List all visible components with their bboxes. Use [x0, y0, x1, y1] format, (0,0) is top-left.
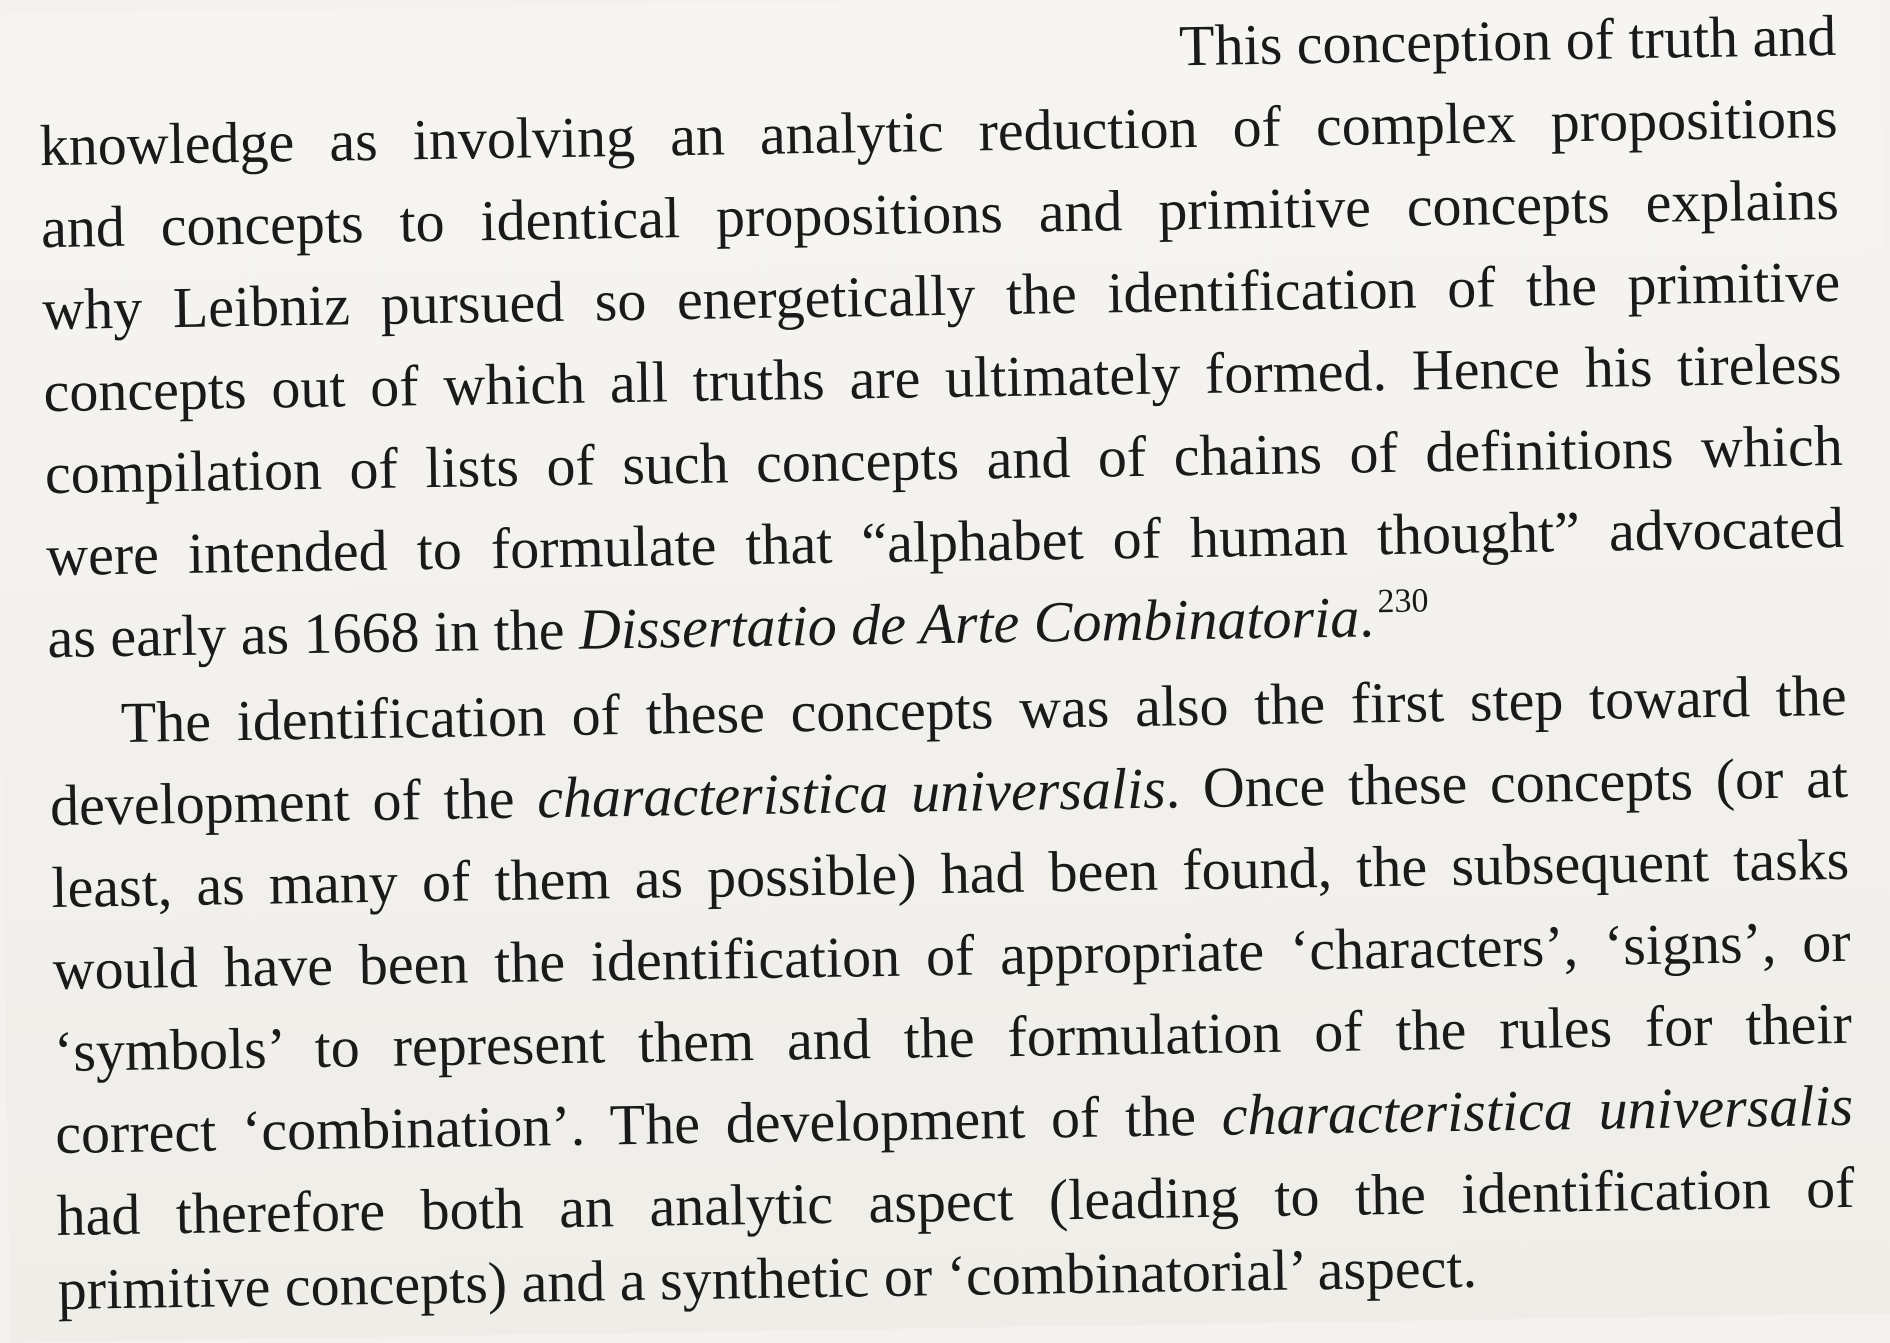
text-line: and concepts to identical propositions and primitive concepts explains: [40, 166, 1840, 261]
text-line: least, as many of them as possible) had been found, the subsequent tasks: [50, 826, 1850, 921]
text-line: ‘symbols’ to represent them and the formulation of the rules for their: [53, 990, 1853, 1085]
text-line: why Leibniz pursued so energetically the identification of the primitive: [41, 248, 1841, 343]
italic-term: characteristica universalis: [536, 755, 1167, 831]
text-line: compilation of lists of such concepts and of chains of definitions which: [44, 412, 1844, 507]
text-line: development of the characteristica universalis. Once these concepts (or at: [49, 744, 1849, 839]
text-line: concepts out of which all truths are ultimately formed. Hence his tireless: [43, 330, 1842, 425]
text-line: primitive concepts) and a synthetic or ‘combinatorial’ aspect.: [57, 1234, 1478, 1323]
text-line: were intended to formulate that “alphabet of human thought” advocated: [45, 494, 1845, 589]
text-line: had therefore both an analytic aspect (leading to the identification of: [56, 1154, 1855, 1249]
footnote-marker: 230: [1377, 582, 1429, 621]
text-line: This conception of truth and: [1178, 2, 1837, 79]
italic-title: Dissertatio de Arte Combinatoria: [578, 584, 1360, 662]
text-line: would have been the identification of appropriate ‘characters’, ‘signs’, or: [52, 908, 1851, 1003]
text-line: knowledge as involving an analytic reduction of complex propositions: [39, 84, 1839, 179]
italic-term: characteristica universalis: [1221, 1072, 1854, 1148]
text-line: as early as 1668 in the Dissertatio de Arte Combinatoria.$^{230}$: [46, 582, 1429, 671]
text-line: The identification of these concepts was also the first step toward the: [120, 662, 1848, 755]
text-line: correct ‘combination’. The development of the characteristica universalis: [54, 1072, 1854, 1167]
